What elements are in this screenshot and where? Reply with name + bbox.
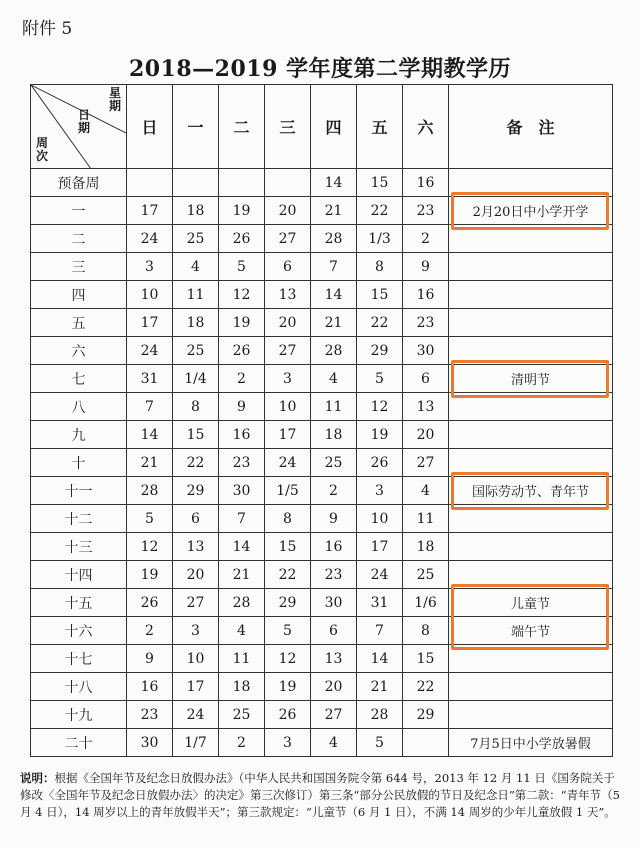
remark-cell [449,421,613,449]
date-cell: 23 [403,197,449,225]
date-cell: 1/7 [173,729,219,757]
date-cell: 18 [219,673,265,701]
date-cell: 10 [265,393,311,421]
date-cell: 27 [173,589,219,617]
date-cell: 19 [265,673,311,701]
date-cell: 22 [357,309,403,337]
date-cell: 13 [173,533,219,561]
remark-cell [449,253,613,281]
week-cell: 二 [31,225,127,253]
date-cell [403,729,449,757]
week-cell: 五 [31,309,127,337]
date-cell: 15 [265,533,311,561]
week-cell: 十 [31,449,127,477]
header-fri: 五 [357,85,403,169]
date-cell: 14 [357,645,403,673]
week-cell: 八 [31,393,127,421]
date-cell: 26 [127,589,173,617]
date-cell: 10 [127,281,173,309]
date-cell: 9 [403,253,449,281]
week-cell: 十三 [31,533,127,561]
date-cell: 19 [219,197,265,225]
date-cell: 15 [173,421,219,449]
date-cell: 11 [311,393,357,421]
date-cell: 26 [219,337,265,365]
date-cell: 19 [357,421,403,449]
date-cell: 11 [173,281,219,309]
date-cell: 7 [311,253,357,281]
remark-cell: 国际劳动节、青年节 [449,477,613,505]
remark-cell [449,281,613,309]
table-row [31,393,613,421]
table-row [31,337,613,365]
table-row [31,225,613,253]
date-cell: 3 [265,729,311,757]
date-cell: 8 [403,617,449,645]
date-cell: 13 [265,281,311,309]
date-cell: 25 [173,225,219,253]
date-cell: 13 [311,645,357,673]
date-cell: 17 [173,673,219,701]
table-row [31,477,613,505]
remark-cell [449,337,613,365]
date-cell: 22 [357,197,403,225]
header-remark: 备 注 [449,85,613,169]
table-row [31,673,613,701]
week-cell: 十六 [31,617,127,645]
date-cell: 25 [173,337,219,365]
date-cell: 27 [311,701,357,729]
remark-cell [449,701,613,729]
date-cell: 30 [311,589,357,617]
week-cell: 十五 [31,589,127,617]
date-cell: 23 [127,701,173,729]
date-cell: 6 [403,365,449,393]
date-cell: 14 [311,281,357,309]
date-cell: 21 [311,309,357,337]
date-cell: 8 [357,253,403,281]
date-cell: 24 [357,561,403,589]
remark-cell [449,561,613,589]
week-cell: 预备周 [31,169,127,197]
date-cell: 21 [357,673,403,701]
header-wed: 三 [265,85,311,169]
header-sat: 六 [403,85,449,169]
date-cell: 12 [265,645,311,673]
page-title: 2018—2019 学年度第二学期教学历 [128,56,512,82]
date-cell: 15 [403,645,449,673]
table-row [31,533,613,561]
remark-cell: 7月5日中小学放暑假 [449,729,613,757]
date-cell: 25 [403,561,449,589]
week-cell: 十八 [31,673,127,701]
note-text: 根据《全国年节及纪念日放假办法》（中华人民共和国国务院令第 644 号，2013 年 12 月 11 日《国务院关于修改〈全国年节及纪念日放假办法〉的决定》第三次修订）第三条“部分公民放假的节日及纪念日”第二款：“青年节（5 月 4 日），14 周岁以上的青年放假半天”；第三款规定：“儿童节（6 月 1 日），不满 14 周岁的少年儿童放假 1 天”。 [20,771,620,819]
date-cell: 19 [127,561,173,589]
corner-weekday-label: 星期 [108,86,121,113]
date-cell: 4 [311,729,357,757]
date-cell: 18 [173,309,219,337]
date-cell: 1/3 [357,225,403,253]
date-cell: 16 [403,169,449,197]
date-cell: 23 [311,561,357,589]
date-cell: 16 [403,281,449,309]
date-cell: 7 [357,617,403,645]
date-cell: 8 [173,393,219,421]
week-cell: 十四 [31,561,127,589]
date-cell: 20 [403,421,449,449]
date-cell: 30 [403,337,449,365]
date-cell: 5 [357,365,403,393]
date-cell: 14 [311,169,357,197]
date-cell: 28 [127,477,173,505]
date-cell: 7 [219,505,265,533]
date-cell: 28 [357,701,403,729]
date-cell: 1/4 [173,365,219,393]
date-cell: 4 [173,253,219,281]
date-cell: 20 [265,197,311,225]
date-cell: 29 [265,589,311,617]
date-cell: 9 [219,393,265,421]
week-cell: 三 [31,253,127,281]
corner-week-label: 周次 [35,136,48,163]
date-cell: 12 [127,533,173,561]
remark-cell: 端午节 [449,617,613,645]
date-cell: 21 [127,449,173,477]
date-cell: 28 [311,337,357,365]
header-mon: 一 [173,85,219,169]
date-cell: 5 [357,729,403,757]
date-cell: 23 [219,449,265,477]
date-cell: 3 [173,617,219,645]
date-cell: 1/6 [403,589,449,617]
date-cell: 24 [173,701,219,729]
table-row [31,197,613,225]
table-row [31,701,613,729]
date-cell: 20 [173,561,219,589]
date-cell: 7 [127,393,173,421]
table-row [31,253,613,281]
date-cell: 26 [357,449,403,477]
date-cell [173,169,219,197]
remark-cell [449,645,613,673]
explanation-note [20,770,626,821]
date-cell: 31 [127,365,173,393]
date-cell: 6 [311,617,357,645]
date-cell: 21 [311,197,357,225]
week-cell: 十一 [31,477,127,505]
date-cell: 16 [219,421,265,449]
date-cell: 2 [311,477,357,505]
table-row [31,281,613,309]
date-cell: 18 [403,533,449,561]
date-cell: 8 [265,505,311,533]
date-cell: 4 [403,477,449,505]
week-cell: 四 [31,281,127,309]
table-row [31,421,613,449]
date-cell: 30 [219,477,265,505]
date-cell: 14 [127,421,173,449]
date-cell: 15 [357,169,403,197]
date-cell: 28 [311,225,357,253]
date-cell: 12 [219,281,265,309]
table-row [31,617,613,645]
date-cell: 14 [219,533,265,561]
date-cell: 9 [127,645,173,673]
header-thu: 四 [311,85,357,169]
week-cell: 二十 [31,729,127,757]
note-label: 说明： [20,771,55,785]
date-cell: 19 [219,309,265,337]
date-cell: 24 [265,449,311,477]
table-row [31,169,613,197]
date-cell: 29 [357,337,403,365]
date-cell: 17 [265,421,311,449]
date-cell: 4 [219,617,265,645]
date-cell: 17 [357,533,403,561]
date-cell: 6 [265,253,311,281]
date-cell: 18 [173,197,219,225]
date-cell: 29 [403,701,449,729]
corner-header [31,85,127,169]
date-cell: 21 [219,561,265,589]
week-cell: 十七 [31,645,127,673]
table-row [31,589,613,617]
date-cell: 27 [265,225,311,253]
week-cell: 六 [31,337,127,365]
date-cell: 5 [219,253,265,281]
corner-date-label: 日期 [77,108,90,135]
date-cell: 17 [127,309,173,337]
remark-cell [449,673,613,701]
header-row [31,85,613,169]
date-cell: 9 [311,505,357,533]
date-cell: 20 [265,309,311,337]
date-cell: 15 [357,281,403,309]
remark-cell [449,225,613,253]
date-cell: 22 [173,449,219,477]
date-cell: 1/5 [265,477,311,505]
header-sun: 日 [127,85,173,169]
date-cell: 3 [265,365,311,393]
date-cell: 25 [219,701,265,729]
table-row [31,729,613,757]
remark-cell: 2月20日中小学开学 [449,197,613,225]
date-cell: 27 [403,449,449,477]
remark-cell [449,309,613,337]
week-cell: 十九 [31,701,127,729]
table-row [31,309,613,337]
date-cell: 24 [127,225,173,253]
date-cell: 22 [403,673,449,701]
date-cell: 29 [173,477,219,505]
date-cell: 26 [219,225,265,253]
date-cell: 13 [403,393,449,421]
date-cell [219,169,265,197]
remark-cell [449,169,613,197]
date-cell: 10 [173,645,219,673]
date-cell: 2 [127,617,173,645]
week-cell: 十二 [31,505,127,533]
date-cell: 23 [403,309,449,337]
date-cell: 16 [311,533,357,561]
date-cell: 20 [311,673,357,701]
date-cell: 5 [127,505,173,533]
date-cell: 22 [265,561,311,589]
remark-cell: 清明节 [449,365,613,393]
date-cell: 2 [219,365,265,393]
date-cell: 12 [357,393,403,421]
header-tue: 二 [219,85,265,169]
date-cell: 6 [173,505,219,533]
date-cell: 24 [127,337,173,365]
date-cell: 2 [219,729,265,757]
remark-cell [449,533,613,561]
table-row [31,449,613,477]
remark-cell [449,393,613,421]
date-cell: 26 [265,701,311,729]
remark-cell [449,505,613,533]
remark-cell [449,449,613,477]
calendar-table [30,84,613,757]
date-cell: 5 [265,617,311,645]
date-cell: 27 [265,337,311,365]
date-cell: 11 [219,645,265,673]
table-row [31,505,613,533]
date-cell: 30 [127,729,173,757]
date-cell [265,169,311,197]
table-row [31,645,613,673]
date-cell: 2 [403,225,449,253]
date-cell: 17 [127,197,173,225]
date-cell: 11 [403,505,449,533]
date-cell: 18 [311,421,357,449]
table-row [31,561,613,589]
date-cell [127,169,173,197]
date-cell: 10 [357,505,403,533]
table-row [31,365,613,393]
date-cell: 3 [357,477,403,505]
week-cell: 九 [31,421,127,449]
date-cell: 28 [219,589,265,617]
date-cell: 16 [127,673,173,701]
week-cell: 一 [31,197,127,225]
date-cell: 4 [311,365,357,393]
attachment-label: 附件 5 [22,19,73,39]
remark-cell: 儿童节 [449,589,613,617]
date-cell: 31 [357,589,403,617]
date-cell: 25 [311,449,357,477]
date-cell: 3 [127,253,173,281]
week-cell: 七 [31,365,127,393]
